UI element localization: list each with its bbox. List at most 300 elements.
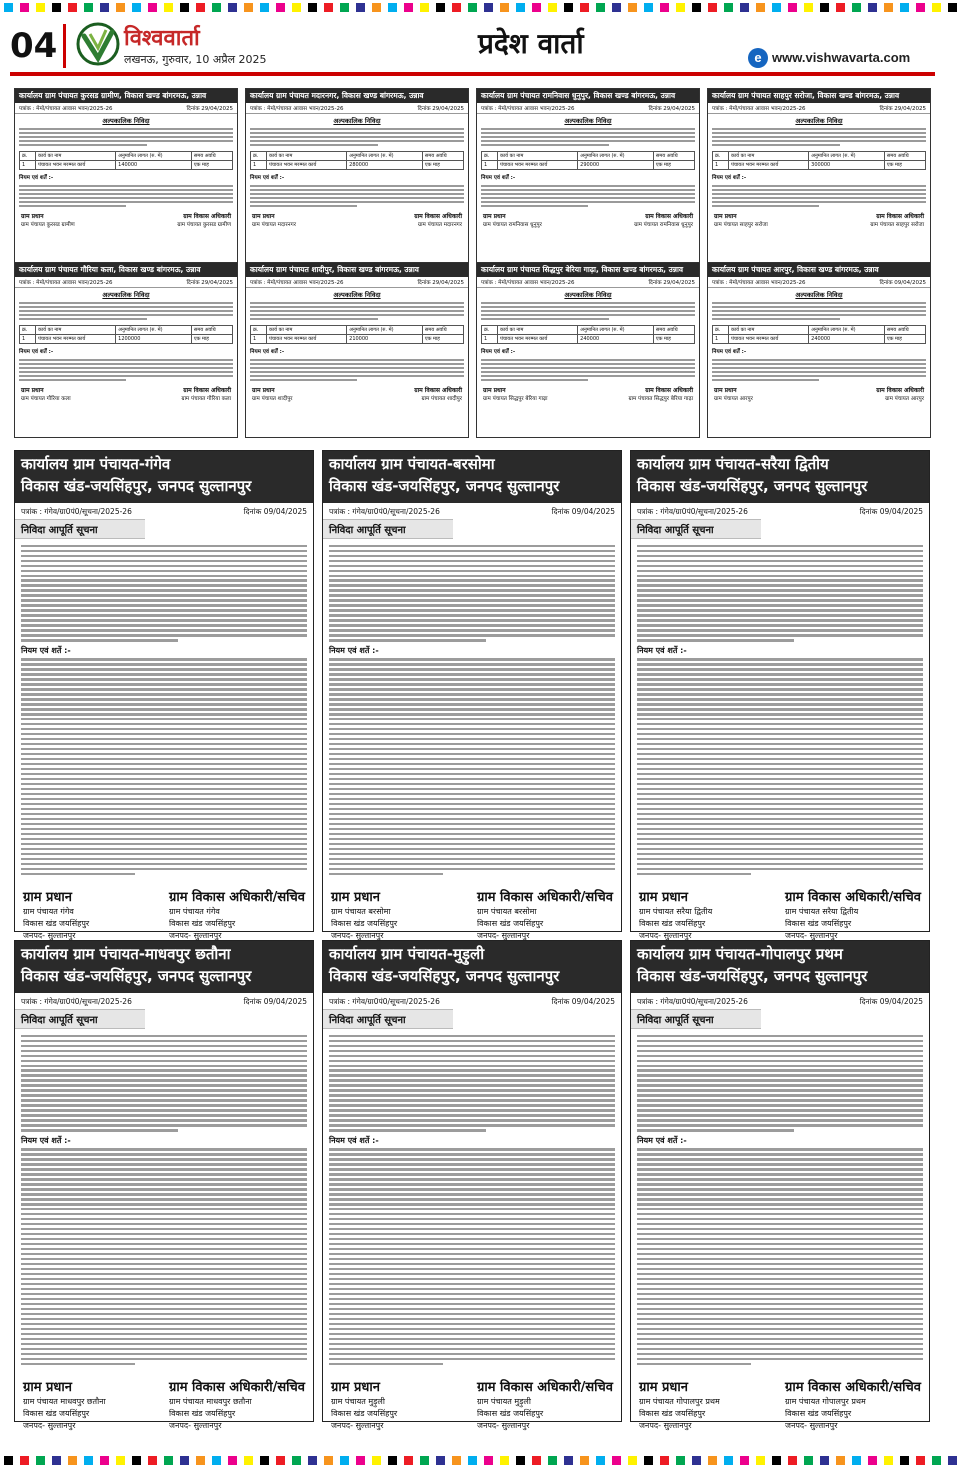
notice-date: दिनांक 09/04/2025 [551,997,615,1006]
pradhan-panchayat: ग्राम पंचायत कुरसड ग्रामीण [21,222,75,228]
color-registration-mark [260,1456,269,1465]
condition-text-line [329,703,615,705]
condition-text-line [21,1308,307,1310]
notice-text-line [329,599,615,601]
condition-text-line [21,738,307,740]
color-registration-mark [4,1456,13,1465]
notice-text-line [329,1084,615,1086]
color-registration-mark [516,1456,525,1465]
condition-text-line [250,185,464,187]
notice-text-line [21,1114,307,1116]
color-registration-mark [356,3,365,12]
condition-text-line [712,375,926,377]
officer-signature: ग्राम विकास अधिकारी [876,387,924,394]
condition-text-line [21,833,307,835]
table-header: क्र. [713,152,729,161]
condition-text-line [21,873,135,875]
color-registration-mark [84,3,93,12]
condition-text-line [637,713,923,715]
condition-text-line [637,698,923,700]
notice-heading: निविदा आपूर्ति सूचना [631,519,761,539]
color-registration-mark [852,3,861,12]
notice-text-line [329,624,615,626]
condition-text-line [19,189,233,191]
color-registration-mark [308,3,317,12]
notice-text-line [21,1124,307,1126]
color-registration-mark [324,1456,333,1465]
notice-date: दिनांक 29/04/2025 [648,280,695,286]
condition-text-line [329,1258,615,1260]
notice-text-line [19,144,147,146]
notice-office-title: कार्यालय ग्राम पंचायत आरपुर, विकास खण्ड बांगरमऊ, उन्नाव [708,263,930,277]
table-header: क्र. [251,152,267,161]
notice-text-line [329,1094,615,1096]
table-header: क्र. [482,326,498,335]
work-table [19,151,233,170]
table-cell: 1 [251,335,267,344]
condition-text-line [637,768,923,770]
condition-text-line [329,1358,615,1360]
notice-text-line [21,604,307,606]
notice-text-line [329,545,615,547]
notice-text-line [21,1079,307,1081]
notice-text-line [637,1035,923,1037]
table-cell: 240000 [809,335,885,344]
table-header: कार्य का नाम [497,326,577,335]
pradhan-panchayat: ग्राम पंचायत माधवपुर छतौना [23,1396,106,1406]
notice-text-line [21,1109,307,1111]
rules-title: नियम एवं शर्तें :- [250,175,285,181]
notice-text-line [329,639,486,641]
condition-text-line [250,375,464,377]
condition-text-line [329,1313,615,1315]
table-cell: 1 [482,161,498,170]
condition-text-line [329,1163,615,1165]
color-registration-mark [612,3,621,12]
officer-block: विकास खंड जयसिंहपुर [785,1408,852,1418]
table-header: कार्य का नाम [497,152,577,161]
condition-text-line [21,1208,307,1210]
notice-heading: निविदा आपूर्ति सूचना [15,1009,145,1029]
notice-text-line [637,589,923,591]
condition-text-line [329,1248,615,1250]
table-header: समय अवधि [191,152,232,161]
condition-text-line [637,1193,923,1195]
table-header: कार्य का नाम [728,152,808,161]
notice-text-line [637,1060,923,1062]
condition-text-line [329,813,615,815]
notice-office-title: कार्यालय ग्राम पंचायत गौरिया कला, विकास खण्ड बांगरमऊ, उन्नाव [15,263,237,277]
work-table [19,325,233,344]
condition-text-line [637,1353,923,1355]
color-registration-mark [68,1456,77,1465]
color-registration-mark [724,1456,733,1465]
condition-text-line [637,1308,923,1310]
notice-text-line [21,1050,307,1052]
notice-text-line [637,634,923,636]
pradhan-signature: ग्राम प्रधान [714,213,737,220]
table-header: क्र. [713,326,729,335]
condition-text-line [637,728,923,730]
color-registration-mark [932,3,941,12]
condition-text-line [21,698,307,700]
condition-text-line [21,1253,307,1255]
rules-title: नियम एवं शर्तें :- [481,175,516,181]
condition-text-line [329,1323,615,1325]
short-tender-notice [707,88,931,264]
pradhan-district: जनपद- सुल्तानपुर [23,1420,76,1430]
condition-text-line [329,773,615,775]
tender-supply-notice [630,450,930,940]
condition-text-line [21,1363,135,1365]
condition-text-line [637,823,923,825]
condition-text-line [637,693,923,695]
rules-title: नियम एवं शर्तें :- [19,349,54,355]
officer-panchayat: ग्राम पंचायत गंगेव [169,906,220,916]
dateline: लखनऊ, गुरुवार, 10 अप्रैल 2025 [124,53,267,66]
notice-text-line [19,310,233,312]
condition-text-line [329,803,615,805]
notice-text-line [481,318,609,320]
notice-text-line [637,1114,923,1116]
notice-text-line [250,128,464,130]
notice-text-line [21,550,307,552]
pradhan-block: विकास खंड जयसिंहपुर [639,918,706,928]
condition-text-line [637,1258,923,1260]
color-registration-mark [788,1456,797,1465]
notice-text-line [329,584,615,586]
pradhan-panchayat: ग्राम पंचायत आरपुर [714,396,753,402]
condition-text-line [637,718,923,720]
color-registration-mark [836,3,845,12]
condition-text-line [19,193,233,195]
condition-text-line [21,803,307,805]
pradhan-district: जनपद- सुल्तानपुर [639,1420,692,1430]
notice-text-line [637,1074,923,1076]
condition-text-line [329,858,615,860]
condition-text-line [481,367,695,369]
condition-text-line [637,738,923,740]
notice-text-line [21,584,307,586]
condition-text-line [21,1218,307,1220]
color-registration-mark [308,1456,317,1465]
notice-office-title: कार्यालय ग्राम पंचायत-सरैया द्वितीय [637,455,829,473]
notice-text-line [21,1094,307,1096]
condition-text-line [21,733,307,735]
color-registration-mark [452,1456,461,1465]
condition-text-line [329,743,615,745]
notice-text-line [329,565,615,567]
condition-text-line [19,363,233,365]
condition-text-line [637,1213,923,1215]
condition-text-line [329,698,615,700]
condition-text-line [329,658,615,660]
color-registration-mark [420,3,429,12]
condition-text-line [329,1278,615,1280]
condition-text-line [21,658,307,660]
table-cell: पंचायत भवन मरम्मत कार्य [728,161,808,170]
condition-text-line [637,748,923,750]
condition-text-line [21,1283,307,1285]
condition-text-line [481,205,588,207]
officer-block: विकास खंड जयसिंहपुर [169,1408,236,1418]
notice-text-line [329,1065,615,1067]
table-cell: 1 [20,335,36,344]
notice-text-line [637,1129,794,1131]
condition-text-line [637,683,923,685]
notice-text-line [712,140,926,142]
condition-text-line [21,703,307,705]
notice-text-line [637,1099,923,1101]
table-cell: एक माह [191,161,232,170]
condition-text-line [329,1178,615,1180]
notice-text-line [329,1069,615,1071]
table-cell: पंचायत भवन मरम्मत कार्य [728,335,808,344]
color-registration-mark [228,1456,237,1465]
color-registration-mark [948,3,957,12]
condition-text-line [21,1328,307,1330]
condition-text-line [637,808,923,810]
table-header: अनुमानित लागत (रु. में) [809,152,885,161]
notice-text-line [329,575,615,577]
pradhan-panchayat: ग्राम पंचायत मुड़ुली [331,1396,385,1406]
table-cell: 300000 [809,161,885,170]
condition-text-line [712,205,819,207]
short-tender-notice [707,262,931,438]
pradhan-panchayat: ग्राम पंचायत रामनिवास धुनुपुर [483,222,542,228]
page-number: 04 [10,24,66,68]
short-tender-notice [476,88,700,264]
table-header: अनुमानित लागत (रु. में) [116,152,192,161]
condition-text-line [329,713,615,715]
color-registration-mark [772,1456,781,1465]
color-registration-mark [660,1456,669,1465]
short-tender-notice [14,88,238,264]
pradhan-signature: ग्राम प्रधान [252,213,275,220]
condition-text-line [712,201,926,203]
condition-text-line [21,848,307,850]
notice-date: दिनांक 29/04/2025 [879,106,926,112]
condition-text-line [329,763,615,765]
notice-text-line [637,555,923,557]
notice-text-line [637,545,923,547]
header-divider [10,72,935,76]
table-cell: पंचायत भवन मरम्मत कार्य [266,161,346,170]
color-registration-mark [148,3,157,12]
condition-text-line [21,778,307,780]
notice-text-line [637,584,923,586]
pradhan-panchayat: ग्राम पंचायत गौरिया कला [21,396,71,402]
notice-office-title: कार्यालय ग्राम पंचायत शादीपुर, विकास खण्ड बांगरमऊ, उन्नाव [246,263,468,277]
condition-text-line [637,668,923,670]
notice-heading: अल्पकालिक निविदा [564,117,612,125]
condition-text-line [21,678,307,680]
officer-panchayat: ग्राम पंचायत शादीपुर [421,396,462,402]
table-header: कार्य का नाम [35,152,115,161]
pradhan-signature: ग्राम प्रधान [21,387,44,394]
notice-text-line [21,1045,307,1047]
web-globe-icon: e [748,48,768,68]
notice-text-line [329,594,615,596]
color-registration-mark [788,3,797,12]
condition-text-line [637,1178,923,1180]
color-registration-mark [532,1456,541,1465]
notice-text-line [21,555,307,557]
website-link[interactable]: www.vishwavarta.com [772,50,911,65]
table-cell: एक माह [191,335,232,344]
notice-text-line [329,1114,615,1116]
condition-text-line [21,1268,307,1270]
color-registration-mark [68,3,77,12]
condition-text-line [21,723,307,725]
color-registration-mark [628,1456,637,1465]
notice-office-title: कार्यालय ग्राम पंचायत-गंगेव [21,455,171,473]
condition-text-line [21,1193,307,1195]
officer-signature: ग्राम विकास अधिकारी/सचिव [785,1379,921,1395]
officer-signature: ग्राम विकास अधिकारी [876,213,924,220]
color-registration-mark [708,3,717,12]
condition-text-line [637,803,923,805]
condition-text-line [19,379,126,381]
officer-signature: ग्राम विकास अधिकारी/सचिव [477,889,613,905]
condition-text-line [329,863,615,865]
condition-text-line [21,788,307,790]
pradhan-signature: ग्राम प्रधान [483,387,506,394]
condition-text-line [21,1318,307,1320]
notice-text-line [637,624,923,626]
condition-text-line [329,768,615,770]
table-cell: 280000 [347,161,423,170]
condition-text-line [637,743,923,745]
officer-panchayat: ग्राम पंचायत मदारनगर [418,222,462,228]
notice-text-line [21,579,307,581]
condition-text-line [637,1343,923,1345]
pradhan-panchayat: ग्राम पंचायत गोपालपुर प्रथम [639,1396,720,1406]
condition-text-line [21,718,307,720]
notice-heading: अल्पकालिक निविदा [102,117,150,125]
color-registration-mark [340,1456,349,1465]
table-cell: 290000 [578,161,654,170]
condition-text-line [21,1273,307,1275]
registration-marks-top [0,0,945,16]
condition-text-line [637,1273,923,1275]
notice-heading: अल्पकालिक निविदा [333,291,381,299]
color-registration-mark [100,1456,109,1465]
notice-text-line [712,128,926,130]
notice-ref: पत्रांक : गंगेव/ग्रा0पं0/सूचना/2025-26 [637,997,748,1006]
condition-text-line [637,1293,923,1295]
pradhan-block: विकास खंड जयसिंहपुर [331,1408,398,1418]
condition-text-line [637,868,923,870]
condition-text-line [21,683,307,685]
condition-text-line [329,1343,615,1345]
condition-text-line [329,1298,615,1300]
condition-text-line [250,189,464,191]
notice-text-line [637,629,923,631]
color-registration-mark [36,3,45,12]
condition-text-line [329,678,615,680]
notice-date: दिनांक 09/04/2025 [859,507,923,516]
color-registration-mark [228,3,237,12]
condition-text-line [481,375,695,377]
notice-text-line [329,550,615,552]
condition-text-line [21,713,307,715]
work-table [250,325,464,344]
color-registration-mark [756,1456,765,1465]
notice-text-line [329,629,615,631]
condition-text-line [481,379,588,381]
color-registration-mark [276,1456,285,1465]
notice-text-line [329,1104,615,1106]
condition-text-line [329,1243,615,1245]
color-registration-mark [404,3,413,12]
color-registration-mark [596,3,605,12]
condition-text-line [637,848,923,850]
pradhan-signature: ग्राम प्रधान [331,1379,380,1395]
notice-text-line [21,570,307,572]
table-header: अनुमानित लागत (रु. में) [347,152,423,161]
color-registration-mark [740,1456,749,1465]
table-cell: एक माह [422,161,463,170]
notice-ref: पत्रांक : मेमो/पंचायत आवास भवन/2025-26 [712,106,806,112]
color-registration-mark [516,3,525,12]
rules-title: नियम एवं शर्ते :- [637,1135,687,1145]
color-registration-mark [900,3,909,12]
notice-block-title: विकास खंड-जयसिंहपुर, जनपद सुल्तानपुर [637,967,868,985]
color-registration-mark [628,3,637,12]
notice-text-line [21,634,307,636]
color-registration-mark [452,3,461,12]
condition-text-line [329,1268,615,1270]
condition-text-line [21,1278,307,1280]
condition-text-line [329,838,615,840]
condition-text-line [637,1318,923,1320]
condition-text-line [637,1183,923,1185]
officer-panchayat: ग्राम पंचायत रामनिवास धुनुपुर [634,222,693,228]
condition-text-line [637,1328,923,1330]
condition-text-line [637,1173,923,1175]
condition-text-line [637,1198,923,1200]
notice-text-line [329,1099,615,1101]
officer-signature: ग्राम विकास अधिकारी [414,387,462,394]
table-cell: एक माह [884,335,925,344]
condition-text-line [21,1238,307,1240]
notice-date: दिनांक 29/04/2025 [648,106,695,112]
condition-text-line [21,708,307,710]
notice-text-line [19,318,147,320]
notice-heading: अल्पकालिक निविदा [333,117,381,125]
notice-text-line [250,132,464,134]
condition-text-line [329,868,615,870]
table-cell: पंचायत भवन मरम्मत कार्य [497,161,577,170]
pradhan-panchayat: ग्राम पंचायत शादीपुर [252,396,293,402]
color-registration-mark [36,1456,45,1465]
notice-text-line [637,1109,923,1111]
notice-text-line [329,555,615,557]
color-registration-mark [580,3,589,12]
condition-text-line [637,1253,923,1255]
notice-text-line [637,614,923,616]
work-table [481,325,695,344]
condition-text-line [481,201,695,203]
short-tender-notice [245,262,469,438]
notice-text-line [329,1109,615,1111]
condition-text-line [712,367,926,369]
condition-text-line [637,1228,923,1230]
pradhan-signature: ग्राम प्रधान [331,889,380,905]
condition-text-line [19,201,233,203]
table-cell: 140000 [116,161,192,170]
